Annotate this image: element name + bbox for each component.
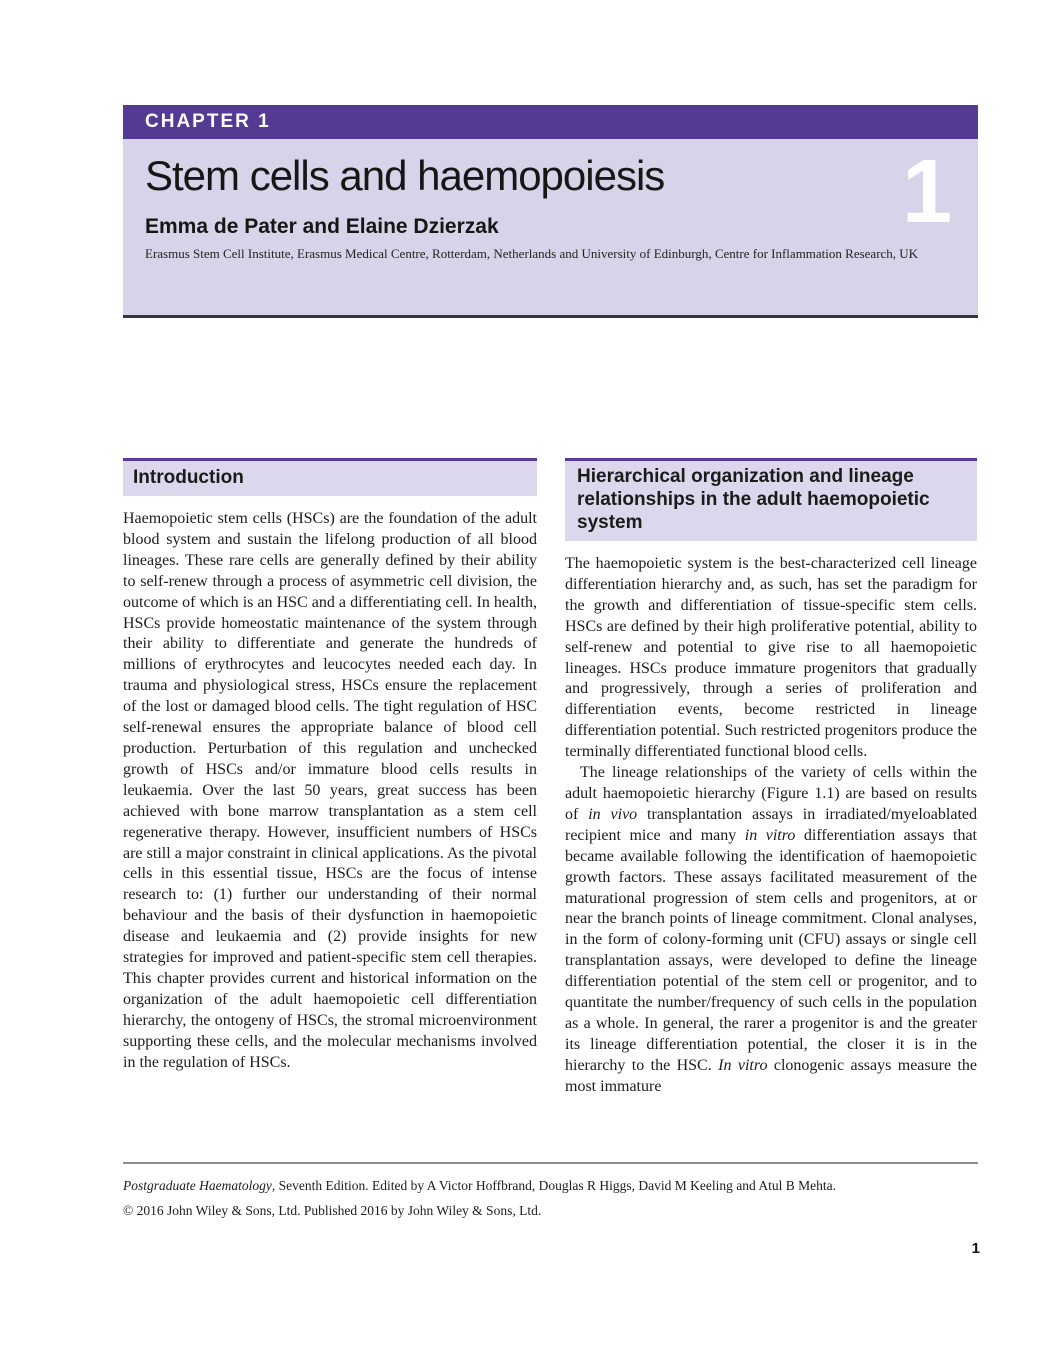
section-heading-hierarchical-organization: Hierarchical organization and lineage relationships in the adult haemopoietic system [565, 458, 977, 541]
chapter-label: CHAPTER 1 [145, 111, 271, 132]
chapter-title: Stem cells and haemopoiesis [145, 152, 665, 199]
introduction-body-text [123, 509, 537, 1073]
page-number: 1 [971, 1240, 980, 1257]
italic-text-run: In vitro [718, 1056, 768, 1074]
text-run: Haemopoietic stem cells (HSCs) are the foundation of the adult blood system and sustain the lifelong production of all blood lineages. These rare cells are generally defined by their ability to self-renew through a process of asymmetric cell division, the outcome of which is an HSC and a differentiating cell. In health, HSCs provide homeostatic maintenance of the system through their ability to differentiate and generate the hundreds of millions of erythrocytes and leucocytes needed each day. In trauma and physiological stress, HSCs ensure the replacement of the lost or damaged blood cells. The tight regulation of HSC self-renewal ensures the appropriate balance of blood cell production. Perturbation of this regulation and unchecked growth of HSCs and/or immature blood cells results in leukaemia. Over the last 50 years, great success has been achieved with bone marrow transplantation as a stem cell regenerative therapy. However, insufficient numbers of HSCs are still a major constraint in clinical applications. As the pivotal cells in this essential tissue, HSCs are the focus of intense research to: (1) further our understanding of their normal behaviour and the basis of their dysfunction in haemopoietic disease and leukaemia and (2) provide insights for new strategies for improved and patient-specific stem cell therapies. This chapter provides current and historical information on the organization of the adult haemopoietic cell differentiation hierarchy, the ontogeny of HSCs, the stromal microenvironment supporting these cells, and the molecular mechanisms involved in the regulation of HSCs. [123, 510, 537, 1071]
chapter-label-bar [123, 105, 978, 139]
text-run: The lineage relationships of the variety of cells within the adult haemopoietic hierarchy (Figure 1.1) are based on results of [565, 764, 977, 823]
chapter-number-numeral: 1 [901, 142, 952, 242]
text-run: clonogenic assays measure the most immature [565, 1056, 978, 1095]
hierarchical-organization-body-text [565, 554, 977, 1098]
italic-text-run: in vitro [744, 826, 796, 844]
text-run: differentiation assays that became available following the identification of haemopoietic growth factors. These assays facilitated measurement of the maturational progression of stem cells and progenitors, at or near the branch points of lineage commitment. Clonal analyses, in the form of colony-forming unit (CFU) assays or single cell transplantation assays, were developed to define the lineage differentiation potential of the stem cell or progenitor, and to quantitate the number/frequency of such cells in the population as a whole. In general, the rarer a progenitor is and the greater its lineage differentiation potential, the closer it is in the hierarchy to the HSC. [565, 826, 977, 1074]
right-column [565, 458, 977, 1098]
text-run: The haemopoietic system is the best-characterized cell lineage differentiation hierarchy and, as such, has set the paradigm for the growth and differentiation of tissue-specific stem cells. HSCs are defined by their high proliferative potential, ability to self-renew and potential to give rise to all haemopoietic lineages. HSCs produce immature progenitors that gradually and progressively, through a series of proliferation and differentiation events, become restricted in lineage differentiation potential. Such restricted progenitors produce the terminally differentiated functional blood cells. [565, 555, 977, 761]
italic-text-run: Postgraduate Haematology [123, 1178, 272, 1193]
text-run: transplantation assays in irradiated/myeloablated recipient mice and many [565, 805, 978, 844]
paragraph [565, 763, 977, 1098]
paragraph [565, 554, 977, 763]
left-column [123, 458, 537, 1073]
footer-citation [123, 1178, 978, 1194]
page-footer [123, 1162, 978, 1228]
footer-copyright: © 2016 John Wiley & Sons, Ltd. Published 2016 by John Wiley & Sons, Ltd. [123, 1203, 542, 1218]
chapter-banner [123, 139, 978, 318]
chapter-affiliation: Erasmus Stem Cell Institute, Erasmus Medical Centre, Rotterdam, Netherlands and University of Edinburgh, Centre for Inflammation Research, UK [145, 246, 919, 262]
section-heading-introduction: Introduction [123, 458, 537, 496]
chapter-authors: Emma de Pater and Elaine Dzierzak [145, 215, 499, 239]
paragraph [123, 509, 537, 1073]
italic-text-run: in vivo [588, 805, 638, 823]
text-run: , Seventh Edition. Edited by A Victor Hoffbrand, Douglas R Higgs, David M Keeling and Atul B Mehta. [271, 1178, 836, 1193]
